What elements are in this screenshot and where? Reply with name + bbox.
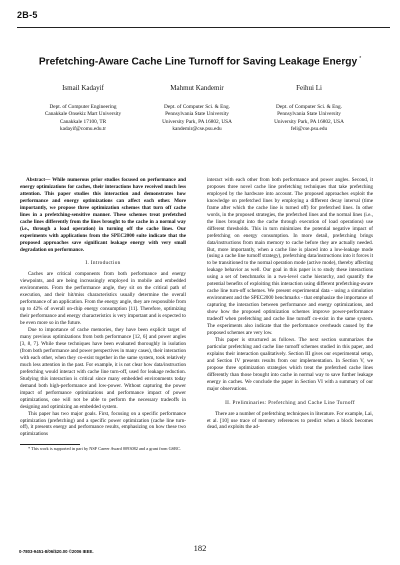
author-dept: Dept. of Computer Sci. & Eng. — [276, 104, 342, 110]
author-affiliation: Pennsylvania State University — [277, 111, 341, 118]
author-name: Feihui Li — [296, 84, 322, 92]
author-name: Ismail Kadayif — [62, 84, 104, 92]
paragraph: Caches are critical components from both performance and energy viewpoints, and are being increasingly employed in mobile and embedded environments. From the performance angle, they sit on the critical path of execution, and their hit/miss characteristics usually determine the overall performance of an application. From the energy angle, they are responsible from up to 42% of overall on-chip energy consumption [11]. Therefore, optimizing their performance and energy characteristics is very important and is expected to be even more so in the future. — [20, 271, 186, 327]
paragraph: interact with each other from both performance and power angles. Second, it proposes three novel cache line prefetching techniques that take prefetching employed by the hardware into account. The proposed approaches exploit the knowledge on prefetched lines by employing a different decay interval (time frame after which the cache line is turned off) for prefetched lines. In other words, in the proposed strategies, the prefetched lines and the normal lines (i.e., the lines brought into the cache through execution of load operations) use different thresholds. This in turn minimizes the potential negative impact of prefetching on energy consumption. In more detail, prefetching brings data/instructions from main memory to cache before they are actually needed. But, more importantly, when a cache line is placed into a low-leakage mode (using a cache line turnoff strategy), prefetching data/instructions into it forces it to be transitioned to the normal operation mode (active mode), thereby affecting leakage behavior as well. Our goal in this paper is to study these interactions using a set of benchmarks in a two-level cache hierarchy, and quantify the potential benefits of exploiting this interaction using different prefetching-aware cache line turn-off schemes. We present experimental data - using a simulation environment and the SPEC2000 benchmarks - that emphasize the importance of capturing the interaction between performance and energy optimizations, and show how the proposed optimization schemes improve power-performance tradeoff when prefetching and cache line turnoff co-exist in the same system. The experiments also indicate that the performance overheads caused by the proposed schemes are very low. — [207, 177, 373, 336]
author-affiliation: Pennsylvania State University — [165, 111, 229, 118]
author-city: Canakkale 17100, TR — [59, 118, 107, 125]
title-footnote-mark: * — [359, 56, 362, 62]
author-email: kadayif@comu.edu.tr — [59, 125, 107, 132]
footnote: * This work is supported in part by NSF Career Award 0093082 and a grant from GSRC. — [28, 446, 181, 452]
author-city: University Park, PA 16802, USA — [274, 118, 344, 125]
header-rule — [17, 27, 390, 28]
left-column — [20, 177, 186, 452]
isbn-line: 0-7803-9451-8/06/$20.00 ©2006 IEEE. — [19, 549, 94, 554]
author-email: feli@cse.psu.edu — [290, 125, 328, 132]
author-dept: Dept. of Computer Sci. & Eng. — [164, 104, 230, 110]
paragraph: This paper is structured as follows. The next section summarizes the particular prefetching and cache line turnoff schemes studied in this paper, and explains their interaction qualitatively. Section III gives our experimental setup, and Section IV presents results from our implementation. In Section V, we propose three optimization strategies which treat the prefetched cache lines differently than those brought into cache in normal way to save further leakage energy in caches. We conclude the paper in Section VI with a summary of our major observations. — [207, 336, 373, 392]
abstract: Abstract— While numerous prior studies focused on performance and energy optimizations for caches, their interactions have received much less attention. This paper studies this interaction and demonstrates how performance and energy optimizations can affect each other. More importantly, we propose three optimization schemes that turn off cache lines in a prefetching-sensitive manner. These schemes treat prefetched cache lines differently from the lines brought to the cache in a normal way (i.e., through a load operation) in turning off the cache lines. Our experiments with applications from the SPEC2000 suite indicate that the proposed approaches save significant leakage energy with very small degradation on performance. — [20, 177, 186, 253]
author-email: kandemir@cse.psu.edu — [172, 125, 222, 132]
section-heading-introduction: I. Introduction — [85, 260, 121, 267]
author-affiliation: Canakkale Onsekiz Mart University — [44, 111, 122, 118]
author-1 — [20, 84, 146, 133]
section-heading-preliminaries: II. Preliminaries: Prefetching and Cache Line Turnoff — [225, 399, 355, 406]
paper-title — [0, 56, 400, 67]
title-text: Prefetching-Aware Cache Line Turnoff for Saving Leakage Energy — [38, 56, 358, 68]
author-city: University Park, PA 16802, USA — [162, 118, 232, 125]
footnote-rule — [20, 444, 80, 445]
right-column — [207, 177, 373, 431]
author-2 — [134, 84, 260, 133]
author-name: Mahmut Kandemir — [170, 84, 224, 92]
author-block — [20, 84, 380, 174]
page-label: 2B-5 — [17, 10, 38, 20]
paragraph: Due to importance of cache memories, they have been explicit target of many previous optimizations from both performance [12, 6] and power angles [3, 8, 7]. While these techniques have been evaluated thoroughly in isolation (from both performance and power perspectives in many cases), their interaction with each other, when they co-exist together in the same system, took relatively much less attention in the past. For example, it is not clear how data/instruction prefetching would interact with cache line turn-off, used for leakage reduction. Studying this interaction is critical since many embedded environments today demand both high-performance and low-power. Without capturing the power impact of performance optimizations and performance impact of power optimizations, one will not be able to perform the necessary tradeoffs in designing and optimizing an embedded system. — [20, 327, 187, 410]
author-dept: Dept. of Computer Engineering — [49, 104, 117, 110]
page-number: 182 — [193, 543, 207, 553]
paragraph: This paper has two major goals. First, focusing on a specific performance optimization (prefetching) and a specific power optimization (cache line turn-off), it presents energy and performance results, emphasizing on how these two optimizations — [20, 410, 186, 438]
paragraph: There are a number of prefetching techniques in literature. For example, Lai, et al. [10] use trace of memory references to predict when a block becomes dead, and exploits the ad- — [207, 410, 373, 431]
author-3 — [246, 84, 372, 133]
